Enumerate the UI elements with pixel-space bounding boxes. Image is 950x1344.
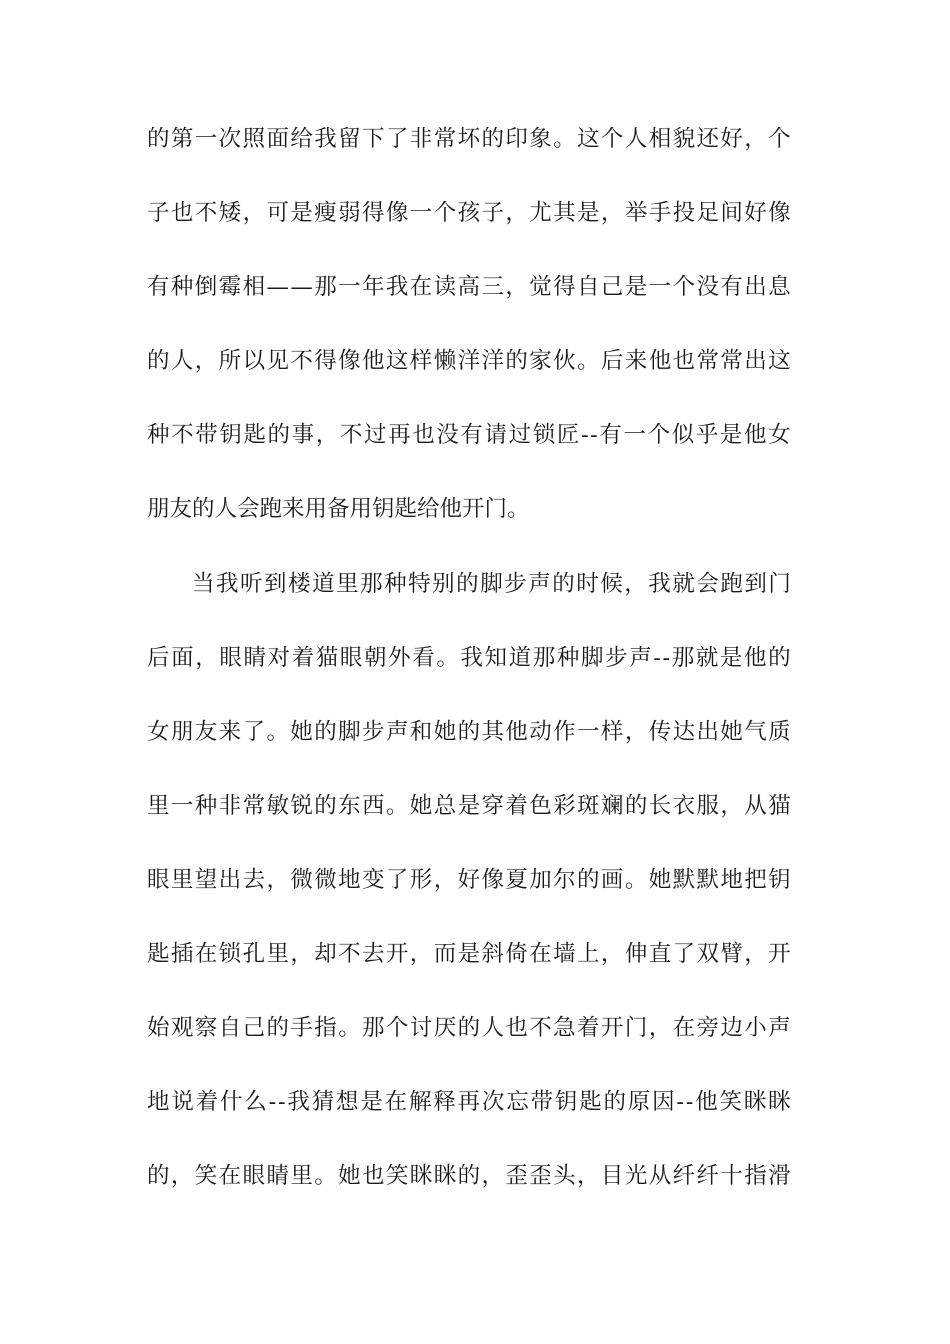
text-line: 有 种 倒 霉 相 — — 那 一 年 我 在 读 高 三 ， 觉 得 自 己 是 一 个 没 有 出 息 [147,274,791,300]
text-line: 的 ， 笑 在 眼 睛 里 。 她 也 笑 眯 眯 的 ， 歪 歪 头 ， 目 光 从 纤 纤 十 指 滑 [147,1163,791,1189]
text-line: 地 说 着 什 么 - - 我 猜 想 是 在 解 释 再 次 忘 带 钥 匙 的 原 因 - - 他 笑 眯 眯 [147,1089,791,1115]
text-line: 眼 里 望 出 去 ， 微 微 地 变 了 形 ， 好 像 夏 加 尔 的 画 。 她 默 默 地 把 钥 [147,867,791,893]
text-line: 始 观 察 自 己 的 手 指 。 那 个 讨 厌 的 人 也 不 急 着 开 门 ， 在 旁 边 小 声 [147,1015,791,1041]
text-line: 匙 插 在 锁 孔 里 ， 却 不 去 开 ， 而 是 斜 倚 在 墙 上 ， 伸 直 了 双 臂 ， 开 [147,941,791,967]
text-line: 的 人 ， 所 以 见 不 得 像 他 这 样 懒 洋 洋 的 家 伙 。 后 来 他 也 常 常 出 这 [147,348,791,374]
text-line: 当 我 听 到 楼 道 里 那 种 特 别 的 脚 步 声 的 时 候 ， 我 就 会 跑 到 门 [192,571,791,597]
text-line: 的 第 一 次 照 面 给 我 留 下 了 非 常 坏 的 印 象 。 这 个 人 相 貌 还 好 ， 个 [147,126,791,152]
text-line: 种 不 带 钥 匙 的 事 ， 不 过 再 也 没 有 请 过 锁 匠 - - 有 一 个 似 乎 是 他 女 [147,422,791,448]
text-line: 朋友的人会跑来用备用钥匙给他开门。 [147,496,530,522]
text-line: 后 面 ， 眼 睛 对 着 猫 眼 朝 外 看 。 我 知 道 那 种 脚 步 声 - - 那 就 是 他 的 [147,645,791,671]
text-line: 里 一 种 非 常 敏 锐 的 东 西 。 她 总 是 穿 着 色 彩 斑 斓 的 长 衣 服 ， 从 猫 [147,793,791,819]
text-line: 子 也 不 矮 ， 可 是 瘦 弱 得 像 一 个 孩 子 ， 尤 其 是 ， 举 手 投 足 间 好 像 [147,200,791,226]
text-line: 女 朋 友 来 了 。 她 的 脚 步 声 和 她 的 其 他 动 作 一 样 ， 传 达 出 她 气 质 [147,719,791,745]
